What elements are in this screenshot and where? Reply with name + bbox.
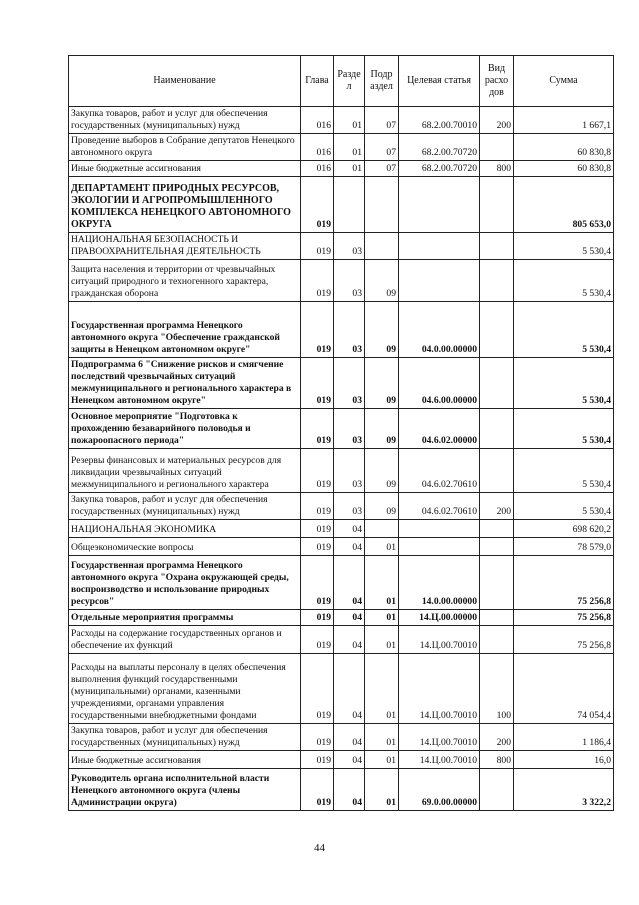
row-name: Защита населения и территории от чрезвычайных ситуаций природного и техногенного характера, гражданская оборона: [69, 260, 301, 302]
row-glava: 019: [301, 751, 334, 769]
table-row: [69, 358, 614, 409]
row-vid: 200: [480, 107, 514, 134]
row-razdel: 04: [334, 538, 365, 556]
row-target: 04.6.00.00000: [399, 358, 480, 409]
row-sum: 5 530,4: [514, 493, 614, 520]
header-row: [69, 56, 614, 107]
row-sum: 74 054,4: [514, 654, 614, 724]
row-target: 68.2.00.70720: [399, 161, 480, 177]
row-name: Закупка товаров, работ и услуг для обеспечения государственных (муниципальных) нужд: [69, 724, 301, 751]
row-name: Государственная программа Ненецкого автономного округа "Обеспечение гражданской защиты в Ненецком автономном округе": [69, 302, 301, 358]
row-podrazdel: [365, 520, 399, 538]
table-row: [69, 769, 614, 811]
row-razdel: 03: [334, 358, 365, 409]
row-sum: 698 620,2: [514, 520, 614, 538]
row-podrazdel: [365, 233, 399, 260]
row-target: 68.2.00.70010: [399, 107, 480, 134]
row-sum: 5 530,4: [514, 358, 614, 409]
row-podrazdel: 09: [365, 260, 399, 302]
row-vid: [480, 449, 514, 493]
row-glava: 016: [301, 134, 334, 161]
row-target: 14.Ц.00.00000: [399, 610, 480, 626]
row-vid: [480, 769, 514, 811]
row-razdel: [334, 177, 365, 233]
row-podrazdel: 01: [365, 538, 399, 556]
row-name: Резервы финансовых и материальных ресурсов для ликвидации чрезвычайных ситуаций межмуниципального и регионального характера: [69, 449, 301, 493]
row-sum: 5 530,4: [514, 409, 614, 449]
row-razdel: 03: [334, 449, 365, 493]
row-razdel: 03: [334, 302, 365, 358]
row-razdel: 04: [334, 724, 365, 751]
row-vid: 800: [480, 161, 514, 177]
row-razdel: 04: [334, 610, 365, 626]
table-row: [69, 449, 614, 493]
row-vid: [480, 538, 514, 556]
row-razdel: 04: [334, 520, 365, 538]
page-number: 44: [314, 842, 325, 854]
row-target: [399, 538, 480, 556]
table-row: [69, 409, 614, 449]
row-razdel: 03: [334, 409, 365, 449]
row-sum: 3 322,2: [514, 769, 614, 811]
header-podrazdel: Подр аздел: [365, 56, 399, 107]
row-glava: 019: [301, 520, 334, 538]
row-sum: 5 530,4: [514, 449, 614, 493]
row-sum: 16,0: [514, 751, 614, 769]
row-name: ДЕПАРТАМЕНТ ПРИРОДНЫХ РЕСУРСОВ, ЭКОЛОГИИ И АГРОПРОМЫШЛЕННОГО КОМПЛЕКСА НЕНЕЦКОГО АВТОНОМНОГО ОКРУГА: [69, 177, 301, 233]
table-row: [69, 654, 614, 724]
row-podrazdel: 01: [365, 769, 399, 811]
row-glava: 019: [301, 626, 334, 654]
row-vid: [480, 260, 514, 302]
row-target: [399, 177, 480, 233]
row-glava: 019: [301, 556, 334, 610]
row-glava: 019: [301, 493, 334, 520]
row-sum: 75 256,8: [514, 556, 614, 610]
table-row: [69, 626, 614, 654]
row-vid: [480, 409, 514, 449]
row-podrazdel: 01: [365, 626, 399, 654]
row-podrazdel: 07: [365, 107, 399, 134]
row-sum: 5 530,4: [514, 302, 614, 358]
row-name: Государственная программа Ненецкого автономного округа "Охрана окружающей среды, воспроизводство и использование природных ресурсов": [69, 556, 301, 610]
row-glava: 019: [301, 449, 334, 493]
row-target: 14.Ц.00.70010: [399, 724, 480, 751]
row-sum: 75 256,8: [514, 626, 614, 654]
row-name: Закупка товаров, работ и услуг для обеспечения государственных (муниципальных) нужд: [69, 107, 301, 134]
row-vid: 200: [480, 724, 514, 751]
row-name: НАЦИОНАЛЬНАЯ ЭКОНОМИКА: [69, 520, 301, 538]
row-vid: [480, 302, 514, 358]
row-glava: 019: [301, 260, 334, 302]
row-razdel: 04: [334, 654, 365, 724]
row-vid: 200: [480, 493, 514, 520]
row-podrazdel: [365, 177, 399, 233]
row-glava: 019: [301, 177, 334, 233]
table-row: [69, 556, 614, 610]
table-row: [69, 161, 614, 177]
row-vid: [480, 177, 514, 233]
row-target: 04.6.02.00000: [399, 409, 480, 449]
row-sum: 5 530,4: [514, 233, 614, 260]
row-target: 14.Ц.00.70010: [399, 626, 480, 654]
row-name: Расходы на выплаты персоналу в целях обеспечения выполнения функций государственными (муниципальными) органами, казенными учреждениями, органами управления государственными внебюджетными фондами: [69, 654, 301, 724]
row-vid: [480, 134, 514, 161]
row-sum: 5 530,4: [514, 260, 614, 302]
row-vid: [480, 520, 514, 538]
row-glava: 019: [301, 302, 334, 358]
row-target: [399, 233, 480, 260]
row-name: Руководитель органа исполнительной власти Ненецкого автономного округа (члены Администрации округа): [69, 769, 301, 811]
row-target: 04.6.02.70610: [399, 449, 480, 493]
row-glava: 019: [301, 233, 334, 260]
row-name: Основное мероприятие "Подготовка к прохождению безаварийного половодья и пожароопасного периода": [69, 409, 301, 449]
row-name: Расходы на содержание государственных органов и обеспечение их функций: [69, 626, 301, 654]
table-row: [69, 233, 614, 260]
row-name: Отдельные мероприятия программы: [69, 610, 301, 626]
header-glava: Глава: [301, 56, 334, 107]
row-podrazdel: 07: [365, 134, 399, 161]
row-podrazdel: 01: [365, 654, 399, 724]
row-razdel: 04: [334, 626, 365, 654]
row-glava: 019: [301, 724, 334, 751]
row-target: 04.0.00.00000: [399, 302, 480, 358]
row-razdel: 01: [334, 134, 365, 161]
table-row: [69, 610, 614, 626]
table-row: [69, 134, 614, 161]
header-target: Целевая статья: [399, 56, 480, 107]
row-target: 69.0.00.00000: [399, 769, 480, 811]
row-razdel: 04: [334, 769, 365, 811]
row-podrazdel: 01: [365, 724, 399, 751]
row-name: Проведение выборов в Собрание депутатов Ненецкого автономного округа: [69, 134, 301, 161]
row-razdel: 03: [334, 260, 365, 302]
row-podrazdel: 01: [365, 556, 399, 610]
row-name: Закупка товаров, работ и услуг для обеспечения государственных (муниципальных) нужд: [69, 493, 301, 520]
table-row: [69, 260, 614, 302]
row-vid: [480, 233, 514, 260]
row-target: 14.Ц.00.70010: [399, 654, 480, 724]
row-sum: 1 667,1: [514, 107, 614, 134]
header-vid: Вид расхо дов: [480, 56, 514, 107]
row-glava: 016: [301, 161, 334, 177]
row-sum: 75 256,8: [514, 610, 614, 626]
row-target: 14.Ц.00.70010: [399, 751, 480, 769]
row-razdel: 03: [334, 233, 365, 260]
row-target: [399, 520, 480, 538]
row-name: Иные бюджетные ассигнования: [69, 161, 301, 177]
row-glava: 016: [301, 107, 334, 134]
row-sum: 78 579,0: [514, 538, 614, 556]
row-podrazdel: 09: [365, 493, 399, 520]
row-target: [399, 260, 480, 302]
row-name: Иные бюджетные ассигнования: [69, 751, 301, 769]
row-glava: 019: [301, 769, 334, 811]
row-podrazdel: 09: [365, 409, 399, 449]
table-row: [69, 538, 614, 556]
row-razdel: 01: [334, 107, 365, 134]
row-glava: 019: [301, 538, 334, 556]
row-target: 04.6.02.70610: [399, 493, 480, 520]
row-vid: [480, 626, 514, 654]
row-name: Общеэкономические вопросы: [69, 538, 301, 556]
table-row: [69, 751, 614, 769]
row-sum: 60 830,8: [514, 161, 614, 177]
header-razdel: Разде л: [334, 56, 365, 107]
row-razdel: 04: [334, 556, 365, 610]
row-razdel: 04: [334, 751, 365, 769]
row-sum: 1 186,4: [514, 724, 614, 751]
row-podrazdel: 01: [365, 610, 399, 626]
row-vid: [480, 556, 514, 610]
row-target: 68.2.00.70720: [399, 134, 480, 161]
table-row: [69, 302, 614, 358]
row-vid: 800: [480, 751, 514, 769]
row-target: 14.0.00.00000: [399, 556, 480, 610]
row-glava: 019: [301, 610, 334, 626]
table-row: [69, 493, 614, 520]
row-glava: 019: [301, 409, 334, 449]
header-name: Наименование: [69, 56, 301, 107]
row-name: Подпрограмма 6 "Снижение рисков и смягчение последствий чрезвычайных ситуаций межмуниципального и регионального характера в Ненецком автономном округе": [69, 358, 301, 409]
row-razdel: 03: [334, 493, 365, 520]
table-row: [69, 107, 614, 134]
row-podrazdel: 09: [365, 358, 399, 409]
row-glava: 019: [301, 654, 334, 724]
row-sum: 60 830,8: [514, 134, 614, 161]
header-sum: Сумма: [514, 56, 614, 107]
table-row: [69, 520, 614, 538]
row-vid: 100: [480, 654, 514, 724]
row-podrazdel: 09: [365, 302, 399, 358]
row-razdel: 01: [334, 161, 365, 177]
row-glava: 019: [301, 358, 334, 409]
row-vid: [480, 610, 514, 626]
row-podrazdel: 09: [365, 449, 399, 493]
table-row: [69, 724, 614, 751]
budget-table: [68, 55, 614, 811]
row-vid: [480, 358, 514, 409]
table-row: [69, 177, 614, 233]
row-podrazdel: 01: [365, 751, 399, 769]
row-sum: 805 653,0: [514, 177, 614, 233]
row-name: НАЦИОНАЛЬНАЯ БЕЗОПАСНОСТЬ И ПРАВООХРАНИТЕЛЬНАЯ ДЕЯТЕЛЬНОСТЬ: [69, 233, 301, 260]
row-podrazdel: 07: [365, 161, 399, 177]
